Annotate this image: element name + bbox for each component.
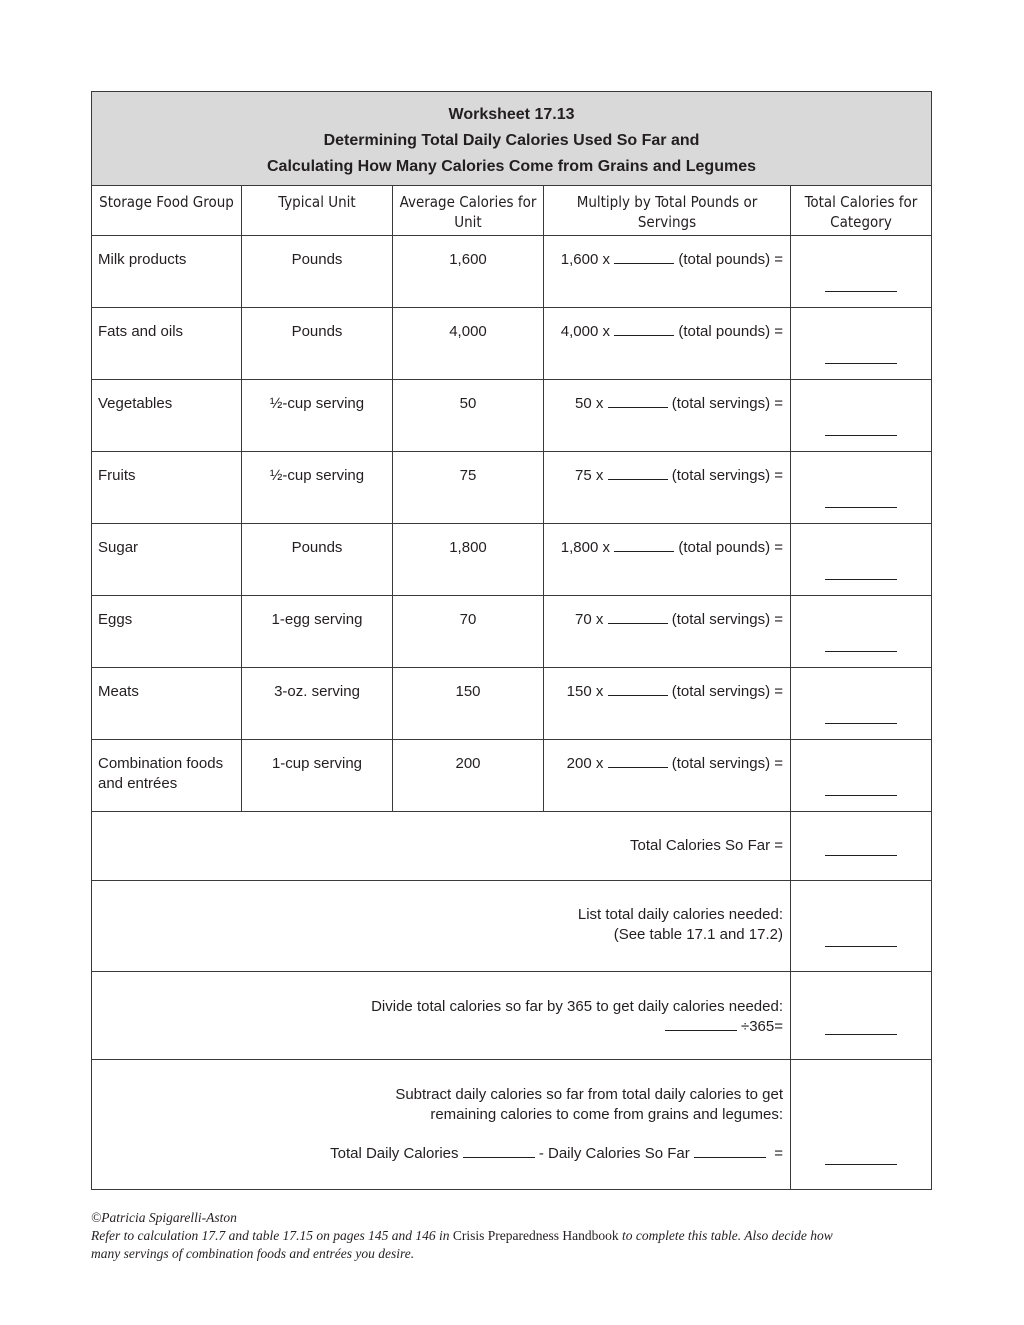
cell-text: Pounds bbox=[291, 251, 343, 268]
footer-note-part1: Refer to calculation 17.7 and table 17.15 on pages 145 and 146 in bbox=[91, 1228, 450, 1243]
cell-text: Eggs bbox=[98, 611, 133, 628]
subtract-blank-total[interactable] bbox=[463, 1156, 535, 1158]
total-so-far-text: Total Calories So Far = bbox=[630, 837, 783, 854]
cell-food-group bbox=[92, 308, 242, 380]
worksheet-header bbox=[92, 92, 932, 186]
cell-total-calories[interactable] bbox=[791, 668, 932, 740]
cell-text: Milk products bbox=[98, 251, 187, 268]
cell-total-calories[interactable] bbox=[791, 596, 932, 668]
cell-text: 1-cup serving bbox=[271, 755, 363, 772]
cell-text: Meats bbox=[98, 683, 139, 700]
cell-text: (total pounds) = bbox=[678, 539, 783, 556]
table-row bbox=[92, 452, 932, 524]
cell-average-calories bbox=[393, 740, 544, 812]
subtract-blank-so-far[interactable] bbox=[694, 1156, 766, 1158]
table-row bbox=[92, 236, 932, 308]
subtract-equals: = bbox=[774, 1145, 783, 1162]
column-header-total: Total Calories for Category bbox=[791, 186, 932, 236]
cell-average-calories bbox=[393, 308, 544, 380]
answer-line bbox=[825, 855, 897, 856]
cell-text: (total servings) = bbox=[671, 467, 783, 484]
table-row bbox=[92, 380, 932, 452]
cell-text: 4,000 x bbox=[560, 323, 610, 340]
cell-multiply bbox=[544, 668, 791, 740]
cell-text: ½-cup serving bbox=[269, 395, 365, 412]
subtract-answer[interactable] bbox=[791, 1060, 932, 1190]
answer-line bbox=[825, 946, 897, 947]
multiply-blank[interactable] bbox=[614, 262, 674, 264]
table-row bbox=[92, 740, 932, 812]
divide-label bbox=[92, 972, 791, 1060]
cell-text: 1,600 bbox=[449, 251, 487, 268]
cell-total-calories[interactable] bbox=[791, 740, 932, 812]
divide-answer[interactable] bbox=[791, 972, 932, 1060]
multiply-blank[interactable] bbox=[608, 622, 668, 624]
cell-typical-unit bbox=[242, 308, 393, 380]
subtract-line2: remaining calories to come from grains and legumes: bbox=[430, 1106, 783, 1123]
cell-total-calories[interactable] bbox=[791, 524, 932, 596]
cell-text: (total servings) = bbox=[671, 683, 783, 700]
cell-multiply bbox=[544, 524, 791, 596]
cell-text: Vegetables bbox=[98, 395, 173, 412]
cell-text: Fats and oils bbox=[98, 323, 184, 340]
column-header-calories: Average Calories for Unit bbox=[393, 186, 544, 236]
cell-typical-unit bbox=[242, 668, 393, 740]
cell-total-calories[interactable] bbox=[791, 308, 932, 380]
multiply-blank[interactable] bbox=[608, 766, 668, 768]
cell-food-group bbox=[92, 596, 242, 668]
cell-text: 1,600 x bbox=[560, 251, 610, 268]
answer-line bbox=[825, 291, 897, 292]
cell-food-group bbox=[92, 452, 242, 524]
cell-average-calories bbox=[393, 452, 544, 524]
divide-blank[interactable] bbox=[665, 1029, 737, 1031]
cell-multiply bbox=[544, 380, 791, 452]
worksheet-title-line2: Calculating How Many Calories Come from Grains and Legumes bbox=[267, 158, 756, 175]
total-so-far-label bbox=[92, 812, 791, 881]
answer-line bbox=[825, 795, 897, 796]
answer-line bbox=[825, 1164, 897, 1165]
cell-typical-unit bbox=[242, 380, 393, 452]
cell-text: 1-egg serving bbox=[271, 611, 363, 628]
cell-text: (total servings) = bbox=[671, 395, 783, 412]
cell-text: 200 bbox=[455, 755, 481, 772]
cell-text: 75 bbox=[459, 467, 477, 484]
cell-typical-unit bbox=[242, 524, 393, 596]
cell-text: (total pounds) = bbox=[678, 323, 783, 340]
cell-text: 200 x bbox=[566, 755, 604, 772]
cell-total-calories[interactable] bbox=[791, 452, 932, 524]
column-header-unit: Typical Unit bbox=[242, 186, 393, 236]
cell-text: Pounds bbox=[291, 539, 343, 556]
cell-multiply bbox=[544, 596, 791, 668]
cell-text: (total servings) = bbox=[671, 611, 783, 628]
cell-multiply bbox=[544, 452, 791, 524]
cell-food-group bbox=[92, 668, 242, 740]
cell-average-calories bbox=[393, 236, 544, 308]
cell-text: 50 x bbox=[575, 395, 604, 412]
divide-line2 bbox=[98, 1017, 783, 1037]
cell-total-calories[interactable] bbox=[791, 236, 932, 308]
cell-food-group bbox=[92, 524, 242, 596]
cell-food-group bbox=[92, 740, 242, 812]
cell-text: Combination foods and entrées bbox=[98, 755, 224, 792]
daily-needed-line1: List total daily calories needed: bbox=[577, 906, 783, 923]
cell-text: 150 x bbox=[566, 683, 604, 700]
cell-average-calories bbox=[393, 380, 544, 452]
cell-text: 1,800 x bbox=[560, 539, 610, 556]
footer-note-line2: many servings of combination foods and entrées you desire. bbox=[91, 1246, 415, 1261]
cell-typical-unit bbox=[242, 452, 393, 524]
footer-note-part2: to complete this table. Also decide how bbox=[621, 1228, 833, 1243]
cell-text: 70 bbox=[459, 611, 477, 628]
table-row bbox=[92, 596, 932, 668]
worksheet-number: Worksheet 17.13 bbox=[448, 106, 575, 123]
daily-needed-answer[interactable] bbox=[791, 881, 932, 972]
subtract-so-far: - Daily Calories So Far bbox=[538, 1145, 690, 1162]
multiply-blank[interactable] bbox=[614, 550, 674, 552]
footer-book-title: Crisis Preparedness Handbook bbox=[452, 1228, 619, 1243]
cell-typical-unit bbox=[242, 236, 393, 308]
cell-average-calories bbox=[393, 524, 544, 596]
cell-text: (total pounds) = bbox=[678, 251, 783, 268]
answer-line bbox=[825, 1034, 897, 1035]
multiply-blank[interactable] bbox=[614, 334, 674, 336]
cell-multiply bbox=[544, 236, 791, 308]
daily-needed-label bbox=[92, 881, 791, 972]
cell-text: Pounds bbox=[291, 323, 343, 340]
cell-text: 3-oz. serving bbox=[274, 683, 360, 700]
total-so-far-answer[interactable] bbox=[791, 812, 932, 881]
worksheet bbox=[91, 91, 931, 1190]
table-row bbox=[92, 308, 932, 380]
multiply-blank[interactable] bbox=[608, 694, 668, 696]
column-header-group: Storage Food Group bbox=[92, 186, 242, 236]
multiply-blank[interactable] bbox=[608, 406, 668, 408]
cell-text: 50 bbox=[459, 395, 477, 412]
cell-food-group bbox=[92, 236, 242, 308]
cell-average-calories bbox=[393, 668, 544, 740]
subtract-label bbox=[92, 1060, 791, 1190]
cell-text: Sugar bbox=[98, 539, 139, 556]
worksheet-title-line1: Determining Total Daily Calories Used So Far and bbox=[323, 132, 700, 149]
cell-text: 150 bbox=[455, 683, 481, 700]
table-row bbox=[92, 524, 932, 596]
footer-note bbox=[91, 1227, 941, 1245]
cell-text: (total servings) = bbox=[671, 755, 783, 772]
copyright: ©Patricia Spigarelli-Aston bbox=[91, 1210, 237, 1225]
answer-line bbox=[825, 579, 897, 580]
answer-line bbox=[825, 363, 897, 364]
cell-text: 4,000 bbox=[449, 323, 487, 340]
daily-needed-line2: (See table 17.1 and 17.2) bbox=[613, 926, 783, 943]
worksheet-table bbox=[91, 91, 932, 1190]
cell-total-calories[interactable] bbox=[791, 380, 932, 452]
cell-multiply bbox=[544, 308, 791, 380]
column-header-multiply: Multiply by Total Pounds or Servings bbox=[544, 186, 791, 236]
cell-text: 70 x bbox=[575, 611, 604, 628]
cell-typical-unit bbox=[242, 740, 393, 812]
cell-text: ½-cup serving bbox=[269, 467, 365, 484]
cell-multiply bbox=[544, 740, 791, 812]
divide-line1: Divide total calories so far by 365 to get daily calories needed: bbox=[371, 998, 783, 1015]
cell-average-calories bbox=[393, 596, 544, 668]
cell-text: 75 x bbox=[575, 467, 604, 484]
answer-line bbox=[825, 435, 897, 436]
subtract-total-daily: Total Daily Calories bbox=[330, 1145, 459, 1162]
footer bbox=[91, 1209, 941, 1263]
subtract-line3 bbox=[98, 1144, 783, 1164]
cell-typical-unit bbox=[242, 596, 393, 668]
answer-line bbox=[825, 651, 897, 652]
divide-suffix: ÷365= bbox=[740, 1018, 783, 1035]
cell-text: Fruits bbox=[98, 467, 136, 484]
answer-line bbox=[825, 507, 897, 508]
cell-text: 1,800 bbox=[449, 539, 487, 556]
answer-line bbox=[825, 723, 897, 724]
cell-food-group bbox=[92, 380, 242, 452]
subtract-line1: Subtract daily calories so far from total daily calories to get bbox=[395, 1086, 783, 1103]
multiply-blank[interactable] bbox=[608, 478, 668, 480]
table-row bbox=[92, 668, 932, 740]
